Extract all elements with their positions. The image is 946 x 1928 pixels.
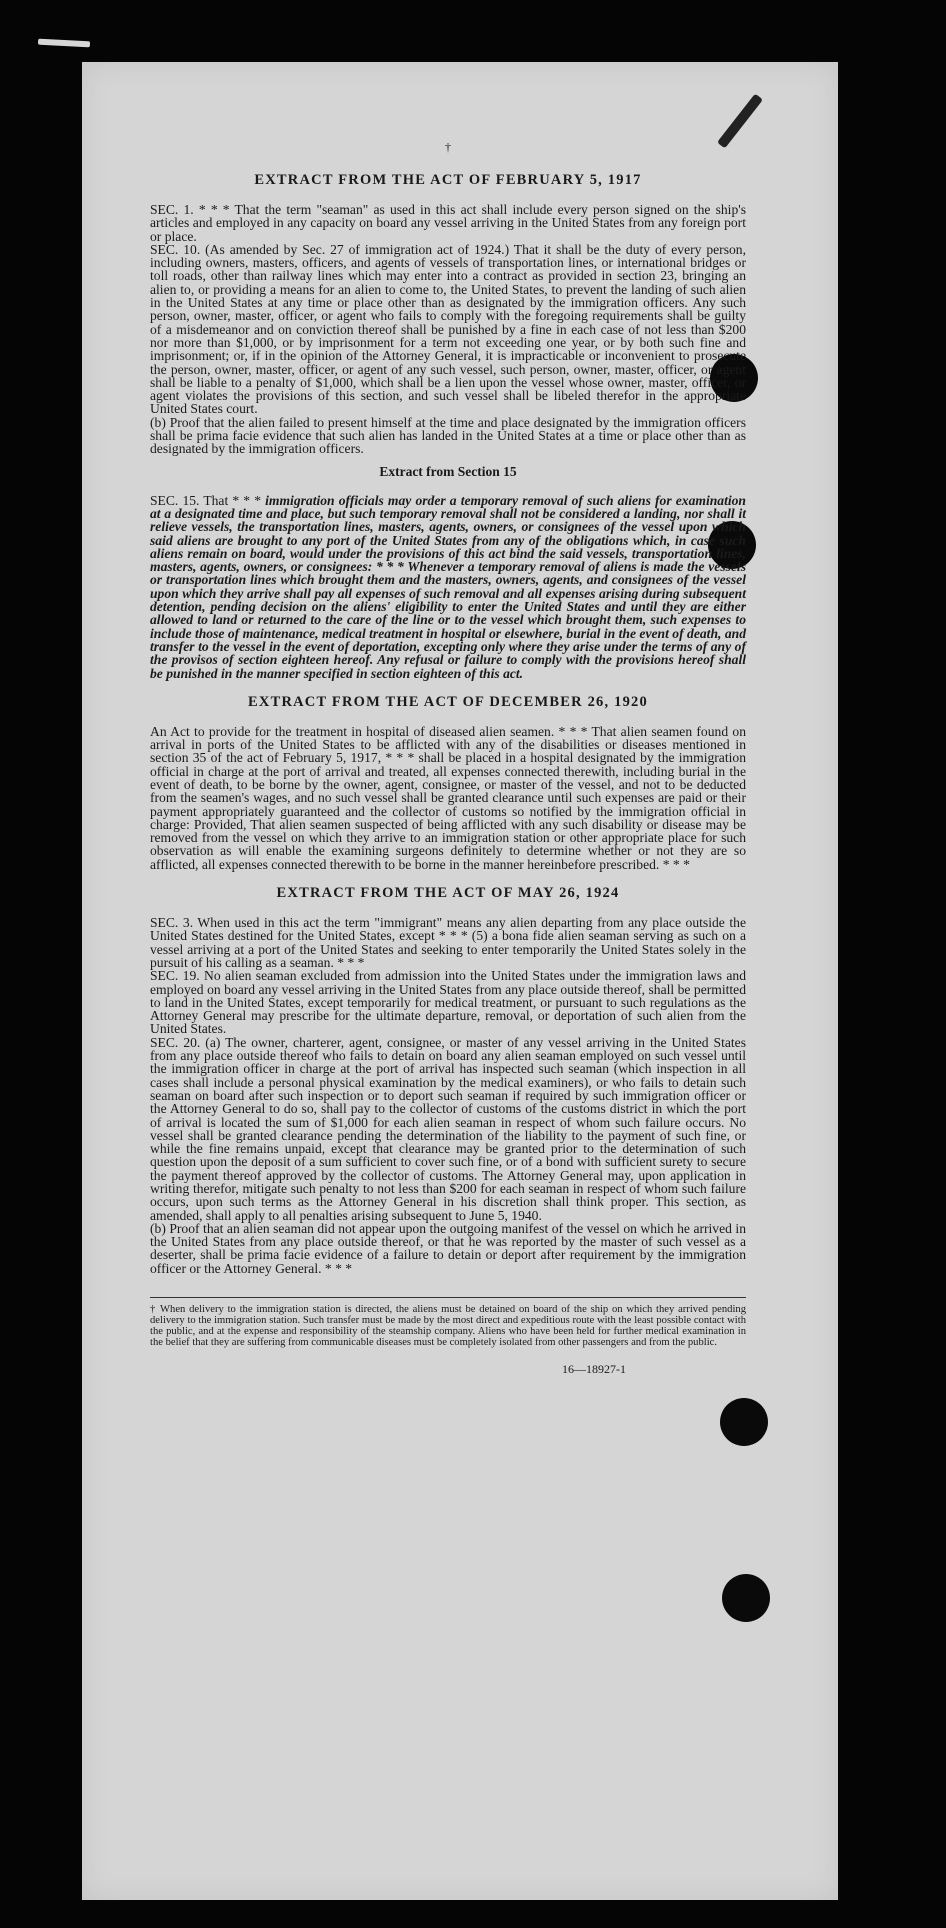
section-1: SEC. 1. * * * That the term "seaman" as used in this act shall include every person signed on the ship's articles and employed in any capacity on board any vessel arriving in the United States from any foreign port or place.	[150, 202, 746, 244]
section-10: SEC. 10. (As amended by Sec. 27 of immigration act of 1924.) That it shall be the duty of every person, including owners, masters, officers, and agents of vessels of transportation lines, or international bridges or toll roads, other than railway lines which may enter into a contract as provided in section 23, bringing an alien to, or providing a means for an alien to come to, the United States, to prevent the landing of such alien in the United States at any time or place other than as designated by the immigration officers. Any such person, owner, master, officer, or agent who fails to comply with the foregoing requirements shall be guilty of a misdemeanor and on conviction thereof shall be punished by a fine in each case of not less than $200 nor more than $1,000, or by imprisonment for a term not exceeding one year, or by both such fine and imprisonment; or, if in the opinion of the Attorney General, it is impracticable or inconvenient to prosecute the person, owner, master, officer, or agent of any such vessel, such person, owner, master, officer, or agent shall be liable to a penalty of $1,000, which shall be a lien upon the vessel whose owner, master, officer, or agent violates the provisions of this section, and such vessel shall be libeled therefor in the appropriate United States court.	[150, 241, 746, 417]
footnote	[150, 1297, 746, 1348]
form-number: 16—18927-1	[562, 1362, 626, 1377]
section-15	[150, 494, 746, 680]
punch-hole	[720, 1398, 768, 1446]
heading-act-1924: EXTRACT FROM THE ACT OF MAY 26, 1924	[276, 885, 620, 902]
heading-act-1920: EXTRACT FROM THE ACT OF DECEMBER 26, 1920	[248, 693, 648, 710]
section-15-lead: SEC. 15. That * * *	[150, 492, 266, 508]
section-20: SEC. 20. (a) The owner, charterer, agent, consignee, or master of any vessel arriving in the United States from any place outside thereof who fails to detain on board any alien seaman employed on such vessel until the immigration officer in charge at the port of arrival has inspected such seaman (which inspection in all cases shall include a personal physical examination by the medical examiners), or who fails to detain such seaman on board after such inspection or to deport such seaman if required by such immigration officer or the Attorney General to do so, shall pay to the collector of customs of the customs district in which the port of arrival is located the sum of $1,000 for each alien seaman in respect of whom such failure occurs. No vessel shall be granted clearance pending the determination of the liability to the payment of such fine, or while the fine remains unpaid, except that clearance may be granted prior to the determination of such question upon the deposit of a sum sufficient to cover such fine, or of a bond with sufficient surety to secure the payment thereof approved by the collector of customs. The Attorney General may, upon application in writing therefor, mitigate such penalty to not less than $200 for each seaman in respect of whom such failure occurs, upon such terms as the Attorney General in his discretion shall think proper. This section, as amended, shall apply to all penalties arising subsequent to June 5, 1940.	[150, 1034, 746, 1223]
section-19: SEC. 19. No alien seaman excluded from admission into the United States under the immigration laws and employed on board any vessel arriving in the United States from any place outside thereof, shall be permitted to land in the United States, except temporarily for medical treatment, or pursuant to such regulations as the Attorney General may prescribe for the ultimate departure, removal, or deportation of such alien from the United States.	[150, 968, 746, 1037]
section-20b: (b) Proof that an alien seaman did not appear upon the outgoing manifest of the vessel on which he arrived in the United States from any place outside thereof, or that he was reported by the master of such vessel as a deserter, shall be prima facie evidence of a failure to detain or deport after requirement by the immigration officer or the Attorney General. * * *	[150, 1220, 746, 1276]
footnote-text: † When delivery to the immigration station is directed, the aliens must be detained on board of the ship on which they arrived pending delivery to the immigration station. Such transfer must be made by the most direct and expeditious route with the least possible contact with the public, and at the expense and responsibility of the steamship company. Aliens who have been held for further medical examination in the belief that they are suffering from communicable diseases must be completely isolated from other passengers and from the public.	[150, 1304, 746, 1349]
top-mark: †	[445, 140, 451, 154]
heading-act-1917: EXTRACT FROM THE ACT OF FEBRUARY 5, 1917	[254, 172, 642, 188]
heading-section-15: Extract from Section 15	[379, 463, 517, 479]
scan-edge-mark	[38, 39, 90, 48]
act-1920-text: An Act to provide for the treatment in hospital of diseased alien seamen. * * * That alien seamen found on arrival in ports of the United States to be afflicted with any of the disabilities or diseases mentioned in section 35 of the act of February 5, 1917, * * * shall be placed in a hospital designated by the immigration official in charge at the port of arrival and treated, all expenses connected therewith, including burial in the event of death, to be borne by the owner, agent, consignee, or master of the vessel, and not to be deducted from the seamen's wages, and no such vessel shall be granted clearance until such expenses are paid or their payment appropriately guaranteed and the collector of customs so notified by the immigration official in charge: Provided, That alien seamen suspected of being afflicted with any such disability or disease may be removed from the vessel on which they arrive to an immigration station or other appropriate place for such observation as will enable the examining surgeons definitely to determine whether or not they are so afflicted, all expenses connected therewith to be borne in the manner hereinbefore prescribed. * * *	[150, 723, 746, 872]
section-15-body: immigration officials may order a temporary removal of such aliens for examination at a designated time and place, but such temporary removal shall not be considered a landing, nor shall it relieve vessels, the transportation lines, masters, agents, owners, or consignees of the vessel upon which said aliens are brought to any port of the United States from any of the obligations which, in case such aliens remain on board, would under the provisions of this act bind the said vessels, transportation lines, masters, agents, owners, or consignees: * * * Whenever a temporary removal of aliens is made the vessels or transportation lines which brought them and the masters, owners, agents, and consignees of the vessel upon which they arrive shall pay all expenses of such removal and all expenses arising during subsequent detention, pending decision on the aliens' eligibility to enter the United States and until they are either allowed to land or returned to the care of the line or to the vessel which brought them, such expenses to include those of maintenance, medical treatment in hospital or elsewhere, burial in the event of death, and transfer to the vessel in the event of deportation, excepting only where they arise under the terms of any of the provisos of section eighteen hereof. Any refusal or failure to comply with the provisions hereof shall be punished in the manner specified in section eighteen of this act.	[150, 492, 746, 681]
section-3: SEC. 3. When used in this act the term "immigrant" means any alien departing from any place outside the United States destined for the United States, except * * * (5) a bona fide alien seaman serving as such on a vessel arriving at a port of the United States and seeking to enter temporarily the United States solely in the pursuit of his calling as a seaman. * * *	[150, 915, 746, 970]
punch-hole	[722, 1574, 770, 1622]
document-text	[150, 168, 746, 1377]
section-10b: (b) Proof that the alien failed to present himself at the time and place designated by the immigration officers shall be prima facie evidence that such alien has landed in the United States at a time or place other than as designated by the immigration officers.	[150, 414, 746, 457]
